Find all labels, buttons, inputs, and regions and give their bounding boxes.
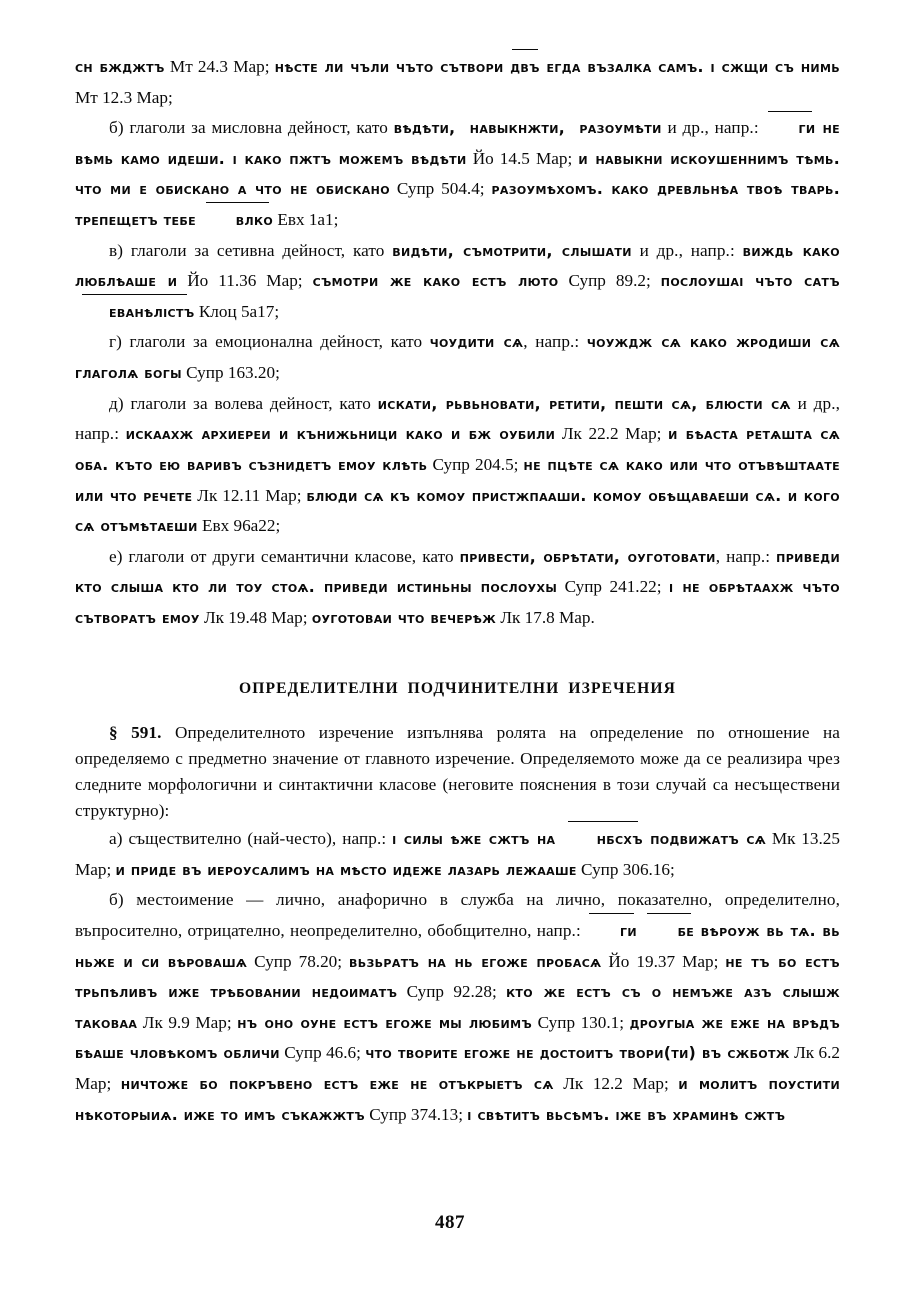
citation-reference: Супр 163.20; xyxy=(181,363,280,383)
ocs-citation-text: вьзьратъ на нь егоже пробасѧ xyxy=(349,952,602,971)
ocs-citation-text: сн бжджтъ xyxy=(75,58,165,76)
list-item xyxy=(75,236,840,328)
citation-reference: Супр 504.4; xyxy=(389,179,492,199)
bulgarian-text: и др., напр.: xyxy=(661,118,765,138)
citation-reference: Супр 241.22; xyxy=(557,577,670,597)
citation-reference: Лк 17.8 Мар. xyxy=(496,607,595,627)
ocs-citation-text: не пцѣте сѧ како или что отъвѣштаате или что речете xyxy=(75,455,840,505)
list-item xyxy=(75,327,840,388)
ocs-citation-text: дроугыа же еже на врѣдъ бѣаше чловѣкомъ обличи xyxy=(75,1013,840,1063)
bulgarian-text: в) глаголи за сетивна дейност, като xyxy=(109,240,393,260)
citation-reference: Супр 374.13; xyxy=(364,1104,468,1124)
ocs-abbreviation-titlo: еванѣлістъ xyxy=(75,299,195,327)
citation-reference: Супр 89.2; xyxy=(558,271,661,291)
ocs-citation-text: блюди сѧ къ комоу пристжпааши. комоу обѣщаваеши сѧ. и кого сѧ отъмѣтаеши xyxy=(75,486,840,536)
ocs-citation-text: послоушаі чъто сатъ xyxy=(660,272,840,291)
citation-reference: Мк 13.25 Мар; xyxy=(75,829,840,879)
ocs-citation-text: вѣдѣти, навыкнжти, разоумѣти xyxy=(393,119,662,138)
list-item xyxy=(75,113,840,235)
ocs-citation-text: і не обрѣтаахж чъто сътворатъ емоу xyxy=(75,578,840,627)
ocs-citation-text: ничтоже бо покръвено естъ еже не отъкрыетъ сѧ xyxy=(120,1075,554,1094)
citation-reference: Супр 46.6; xyxy=(279,1043,366,1063)
bulgarian-text: е) глаголи от други семантични класове, като xyxy=(109,546,460,566)
list-item xyxy=(75,542,840,634)
citation-reference: Йо 19.37 Мар; xyxy=(601,951,726,971)
citation-reference: Лк 12.2 Мар; xyxy=(553,1074,679,1094)
ocs-citation-text: чоудити сѧ xyxy=(429,333,524,352)
list-item xyxy=(75,389,840,542)
section-heading: ОПРЕДЕЛИТЕЛНИ ПОДЧИНИТЕЛНИ ИЗРЕЧЕНИЯ xyxy=(239,679,676,697)
ocs-citation-text: привести, обрѣтати, оуготовати xyxy=(459,547,716,566)
ocs-citation-text: виждь како люблѣаше и xyxy=(75,241,841,291)
ocs-citation-text: и бѣаста ретѧшта сѧ оба. къто ею варивъ съзнидетъ емоу клѣть xyxy=(75,425,840,474)
body-paragraph xyxy=(75,720,840,825)
bulgarian-text: , напр.: xyxy=(523,332,587,352)
bulgarian-text: и др., напр.: xyxy=(75,393,840,444)
list-item xyxy=(75,824,840,885)
bulgarian-text: д) глаголи за волева дейност, като xyxy=(109,393,378,413)
ocs-abbreviation-titlo: ги xyxy=(586,918,637,946)
ocs-citation-text: кто же естъ съ о немъже азъ слышж таковаа xyxy=(75,983,840,1032)
ocs-citation-text: нѣсте ли чъли чъто сътвори xyxy=(274,58,511,76)
section-number: § 591. xyxy=(109,722,162,742)
ocs-abbreviation-titlo: нбсхъ xyxy=(563,826,643,854)
ocs-citation-text: приведи кто слыша кто ли тоу стоѧ. приведи истиньны послоухы xyxy=(75,547,840,597)
ocs-citation-text: искаахж архиереи и кънижьници како и бж оубили xyxy=(125,425,556,444)
citation-reference: Лк 12.11 Мар; xyxy=(192,485,307,505)
ocs-citation-text: вѣроуж вь тѧ. вь ньже и си вѣровашѧ xyxy=(75,921,841,971)
citation-reference: Йо 14.5 Мар; xyxy=(466,148,579,168)
citation-reference: Йо 11.36 Мар; xyxy=(177,271,313,291)
bulgarian-text: б) местоимение — лично, анафорично в служба на лично, показателно, определително, въпросително, отрицателно, неопределително, обобщително, напр.: xyxy=(75,890,840,940)
ocs-citation-text: что творите егоже не достоитъ твори(ти) въ сжботж xyxy=(365,1044,790,1063)
ocs-citation-text: подвижатъ сѧ xyxy=(642,830,767,849)
citation-reference: Мт 24.3 Мар; xyxy=(164,57,275,76)
citation-reference: Супр 92.28; xyxy=(397,982,507,1002)
ocs-citation-text xyxy=(637,922,644,940)
citation-reference: Супр 130.1; xyxy=(532,1012,630,1032)
bulgarian-text: Определителното изречение изпълнява ролята на определение по отношение на определяемо с предметно значение от главното изречение. Определяемото може да се реализира чрез следните морфологични и синтактични класове (неговите пояснения в този случай са несъществени структурно): xyxy=(75,722,840,820)
citation-reference: Супр 78.20; xyxy=(247,951,350,971)
bulgarian-text: г) глаголи за емоционална дейност, като xyxy=(109,332,430,352)
ocs-citation-text: искати, рьвьновати, ретити, пешти сѧ, блюсти сѧ xyxy=(377,394,791,413)
bulgarian-text: и др., напр.: xyxy=(631,240,743,260)
list-item xyxy=(75,885,840,1130)
ocs-abbreviation-titlo: двъ xyxy=(510,54,540,82)
bulgarian-text: , напр.: xyxy=(715,546,777,566)
ocs-abbreviation-titlo: влко xyxy=(202,207,273,235)
citation-reference: Лк 6.2 Мар; xyxy=(75,1043,840,1094)
body-top xyxy=(75,52,840,634)
citation-reference: Лк 9.9 Мар; xyxy=(137,1012,238,1032)
page-number: 487 xyxy=(435,1212,465,1233)
citation-reference: Лк 19.48 Мар; xyxy=(199,607,312,627)
ocs-citation-text: егда възалка самъ. і сжщи съ нимь xyxy=(539,58,840,76)
ocs-citation-text: разоумѣхомъ. како древльнѣа твоѣ тварь. трепещетъ тебе xyxy=(75,180,841,230)
ocs-citation-text: нъ оно оуне естъ егоже мы любимъ xyxy=(237,1013,533,1032)
ocs-citation-text: съмотри же како естъ люто xyxy=(312,272,559,291)
citation-reference: Лк 22.2 Мар; xyxy=(555,424,669,444)
bulgarian-text: а) съществително (най-често), напр.: xyxy=(109,829,393,849)
ocs-citation-text: и навыкни искоушеннимъ тѣмь. что ми е обискано а что не обискано xyxy=(75,149,840,199)
ocs-citation-text: не вѣмь камо идеши. і како пжтъ можемъ вѣдѣти xyxy=(75,119,840,168)
ocs-abbreviation-titlo: ги xyxy=(764,115,815,143)
ocs-citation-text: и приде въ иероусалимъ на мѣсто идеже лазарь лежааше xyxy=(115,860,577,879)
ocs-citation-text: видѣти, съмотрити, слышати xyxy=(392,241,632,260)
ocs-citation-text: чоуждж сѧ како жродиши сѧ глаголѧ богы xyxy=(75,333,840,383)
citation-reference: Мт 12.3 Мар; xyxy=(75,87,173,107)
ocs-citation-text: оуготоваи что вечерѣж xyxy=(311,608,497,627)
ocs-abbreviation-titlo: бе xyxy=(644,918,695,946)
body-bottom xyxy=(75,720,840,1131)
bulgarian-text: б) глаголи за мисловна дейност, като xyxy=(109,118,394,138)
citation-reference: Евх 1a1; xyxy=(273,210,339,230)
ocs-citation-text: не тъ бо естъ трьпѣливъ иже трѣбовании недоиматъ xyxy=(75,952,840,1002)
text-block xyxy=(75,52,840,1130)
citation-reference: Клоц 5a17; xyxy=(194,301,280,321)
continuation-paragraph xyxy=(75,52,840,113)
ocs-citation-text: и молитъ поустити нѣкоторыиѧ. иже то имъ съкажжтъ xyxy=(75,1075,840,1124)
citation-reference: Супр 306.16; xyxy=(576,859,675,879)
ocs-citation-text: і силы ѣже сжтъ на xyxy=(392,830,563,849)
citation-reference: Евх 96a22; xyxy=(197,516,281,536)
ocs-citation-text: і свѣтитъ вьсѣмъ. іже въ храминѣ сжтъ xyxy=(467,1105,786,1124)
citation-reference: Супр 204.5; xyxy=(427,454,524,474)
